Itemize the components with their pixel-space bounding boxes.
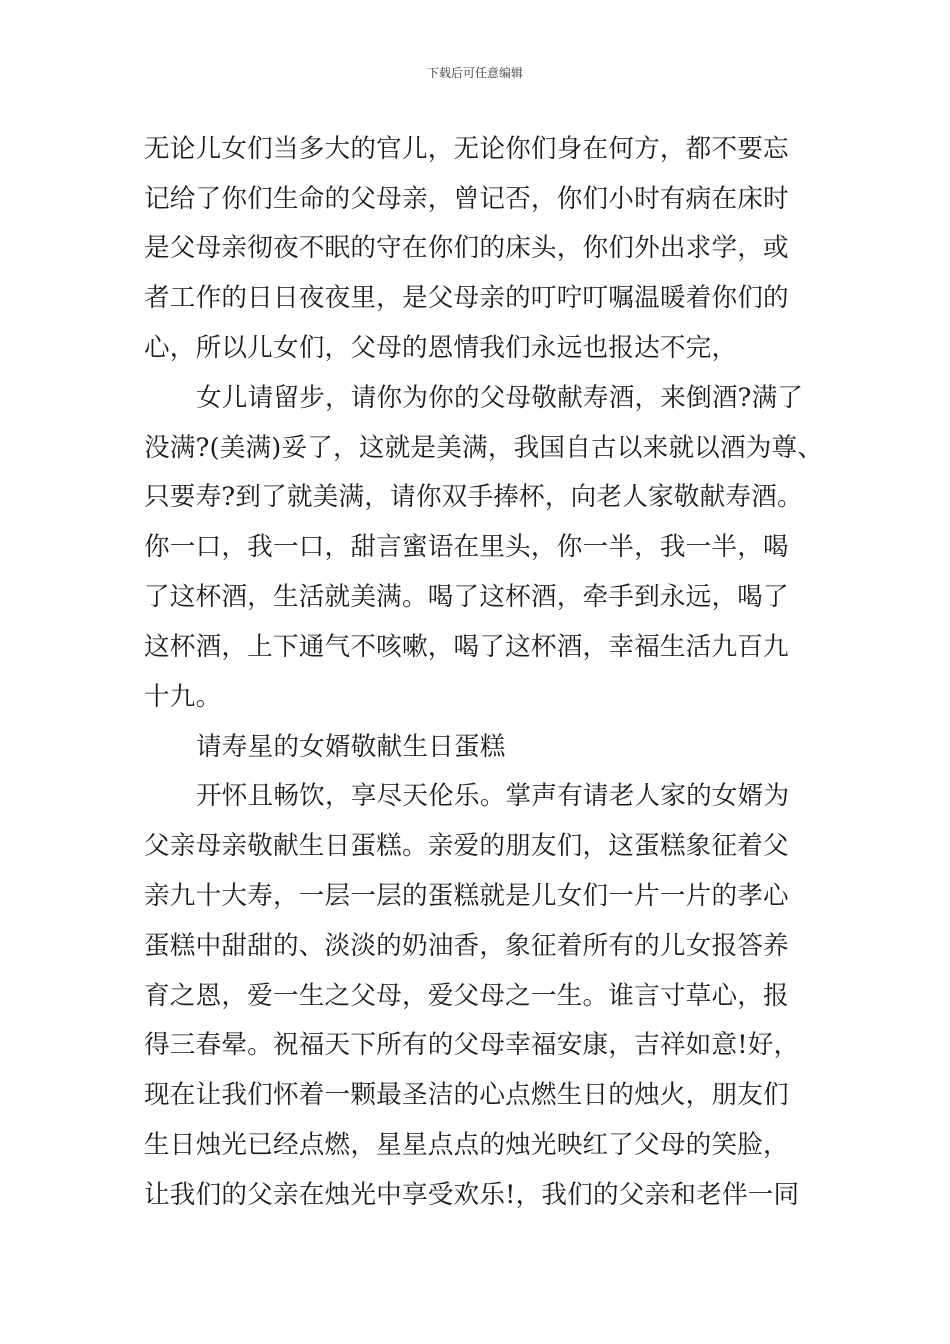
body-line: 无论儿女们当多大的官儿，无论你们身在何方，都不要忘 (144, 134, 789, 164)
body-line: 育之恩，爱一生之父母，爱父母之一生。谁言寸草心，报 (144, 981, 789, 1011)
body-line: 心，所以儿女们，父母的恩情我们永远也报达不完， (144, 333, 738, 363)
body-line: 蛋糕中甜甜的、淡淡的奶油香，象征着所有的儿女报答养 (144, 931, 789, 961)
body-line: 了这杯酒，生活就美满。喝了这杯酒，牵手到永远，喝了 (144, 582, 789, 612)
page-header-note: 下载后可任意编辑 (426, 66, 523, 80)
body-line: 生日烛光已经点燃，星星点点的烛光映红了父母的笑脸， (144, 1130, 789, 1160)
body-line: 父亲母亲敬献生日蛋糕。亲爱的朋友们，这蛋糕象征着父 (144, 831, 789, 861)
body-line: 亲九十大寿，一层一层的蛋糕就是儿女们一片一片的孝心 (144, 881, 789, 911)
body-line: 没满?(美满)妥了，这就是美满，我国自古以来就以酒为尊、 (144, 433, 824, 463)
body-line: 得三春晕。祝福天下所有的父母幸福安康，吉祥如意!好， (144, 1030, 800, 1060)
body-line: 开怀且畅饮，享尽天伦乐。掌声有请老人家的女婿为 (196, 781, 790, 811)
body-line: 只要寿?到了就美满，请你双手捧杯，向老人家敬献寿酒。 (144, 482, 803, 512)
body-line: 女儿请留步，请你为你的父母敬献寿酒，来倒酒?满了 (196, 383, 804, 413)
body-line: 十九。 (144, 682, 222, 712)
body-line: 者工作的日日夜夜里，是父母亲的叮咛叮嘱温暖着你们的 (144, 283, 789, 313)
section-heading: 请寿星的女婿敬献生日蛋糕 (196, 732, 506, 762)
body-line: 这杯酒，上下通气不咳嗽，喝了这杯酒，幸福生活九百九 (144, 632, 789, 662)
body-line: 记给了你们生命的父母亲，曾记否，你们小时有病在床时 (144, 184, 789, 214)
body-line: 现在让我们怀着一颗最圣洁的心点燃生日的烛火，朋友们 (144, 1080, 789, 1110)
body-line: 你一口，我一口，甜言蜜语在里头，你一半，我一半，喝 (144, 532, 789, 562)
body-line: 是父母亲彻夜不眠的守在你们的床头，你们外出求学，或 (144, 233, 789, 263)
body-line: 让我们的父亲在烛光中享受欢乐!，我们的父亲和老伴一同 (144, 1180, 800, 1210)
